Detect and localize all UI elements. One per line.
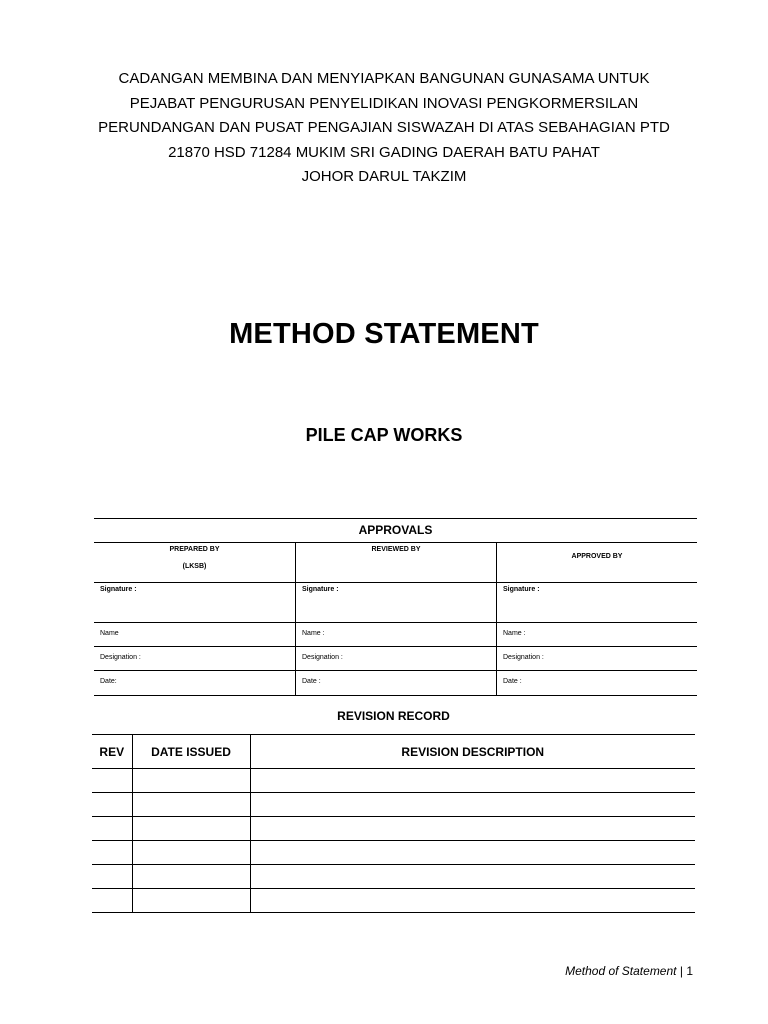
approved-by-cell (496, 543, 697, 582)
date-field-approved[interactable]: Date : (496, 671, 697, 695)
revision-description-cell[interactable] (250, 769, 695, 793)
table-row (92, 865, 695, 889)
date-issued-column-header: DATE ISSUED (132, 735, 250, 769)
signature-field-approved[interactable]: Signature : (496, 583, 697, 622)
date-row (94, 671, 697, 696)
approved-by-label: APPROVED BY (571, 553, 623, 560)
page-footer (565, 964, 693, 978)
signature-row (94, 583, 697, 623)
revision-title: REVISION RECORD (92, 698, 695, 735)
table-row (92, 841, 695, 865)
designation-field-reviewed[interactable]: Designation : (295, 647, 496, 670)
rev-cell[interactable] (92, 889, 132, 913)
header-line-2: PEJABAT PENGURUSAN PENYELIDIKAN INOVASI PENGKORMERSILAN (129, 94, 639, 112)
approvals-grid (94, 542, 697, 696)
name-field-reviewed[interactable]: Name : (295, 623, 496, 646)
revision-record (92, 698, 695, 913)
date-issued-cell[interactable] (132, 817, 250, 841)
header-line-5: JOHOR DARUL TAKZIM (301, 168, 467, 185)
rev-cell[interactable] (92, 793, 132, 817)
date-issued-cell[interactable] (132, 865, 250, 889)
revision-description-cell[interactable] (250, 817, 695, 841)
project-header (0, 67, 768, 190)
table-row (92, 889, 695, 913)
rev-cell[interactable] (92, 769, 132, 793)
header-line-1: CADANGAN MEMBINA DAN MENYIAPKAN BANGUNAN GUNASAMA UNTUK (118, 70, 650, 87)
rev-cell[interactable] (92, 865, 132, 889)
date-issued-cell[interactable] (132, 769, 250, 793)
page-number: 1 (686, 964, 693, 978)
table-row (92, 793, 695, 817)
designation-field-prepared[interactable]: Designation : (100, 654, 141, 661)
rev-column-header: REV (92, 735, 132, 769)
date-field-reviewed[interactable]: Date : (295, 671, 496, 695)
document-title: METHOD STATEMENT (229, 318, 539, 350)
header-line-4: 21870 HSD 71284 MUKIM SRI GADING DAERAH BATU PAHAT (168, 143, 600, 161)
revision-description-cell[interactable] (250, 841, 695, 865)
prepared-by-cell (94, 543, 295, 582)
document-subtitle: PILE CAP WORKS (305, 425, 463, 445)
revision-description-cell[interactable] (250, 889, 695, 913)
reviewed-by-label: REVIEWED BY (371, 546, 421, 553)
approvals-title: APPROVALS (358, 523, 433, 537)
signature-field-prepared[interactable]: Signature : (100, 586, 137, 593)
date-field-prepared[interactable]: Date: (100, 678, 117, 685)
approvals-table (94, 518, 697, 695)
approvals-header-row (94, 543, 697, 583)
prepared-by-label: PREPARED BY (169, 546, 220, 553)
signature-field-reviewed[interactable]: Signature : (295, 583, 496, 622)
rev-cell[interactable] (92, 841, 132, 865)
reviewed-by-cell (295, 543, 496, 582)
footer-label: Method of Statement (565, 964, 677, 978)
name-row (94, 623, 697, 647)
prepared-by-org: (LKSB) (182, 563, 207, 570)
revision-header-row (92, 735, 695, 769)
revision-description-cell[interactable] (250, 865, 695, 889)
revision-table (92, 735, 695, 913)
designation-row (94, 647, 697, 671)
revision-description-cell[interactable] (250, 793, 695, 817)
header-line-3: PERUNDANGAN DAN PUSAT PENGAJIAN SISWAZAH DI ATAS SEBAHAGIAN PTD (98, 119, 670, 136)
date-issued-cell[interactable] (132, 889, 250, 913)
date-issued-cell[interactable] (132, 793, 250, 817)
rev-cell[interactable] (92, 817, 132, 841)
table-row (92, 817, 695, 841)
name-field-prepared[interactable]: Name (100, 630, 119, 637)
name-field-approved[interactable]: Name : (496, 623, 697, 646)
designation-field-approved[interactable]: Designation : (496, 647, 697, 670)
revision-description-column-header: REVISION DESCRIPTION (250, 735, 695, 769)
table-row (92, 769, 695, 793)
date-issued-cell[interactable] (132, 841, 250, 865)
footer-separator: | (679, 964, 683, 978)
